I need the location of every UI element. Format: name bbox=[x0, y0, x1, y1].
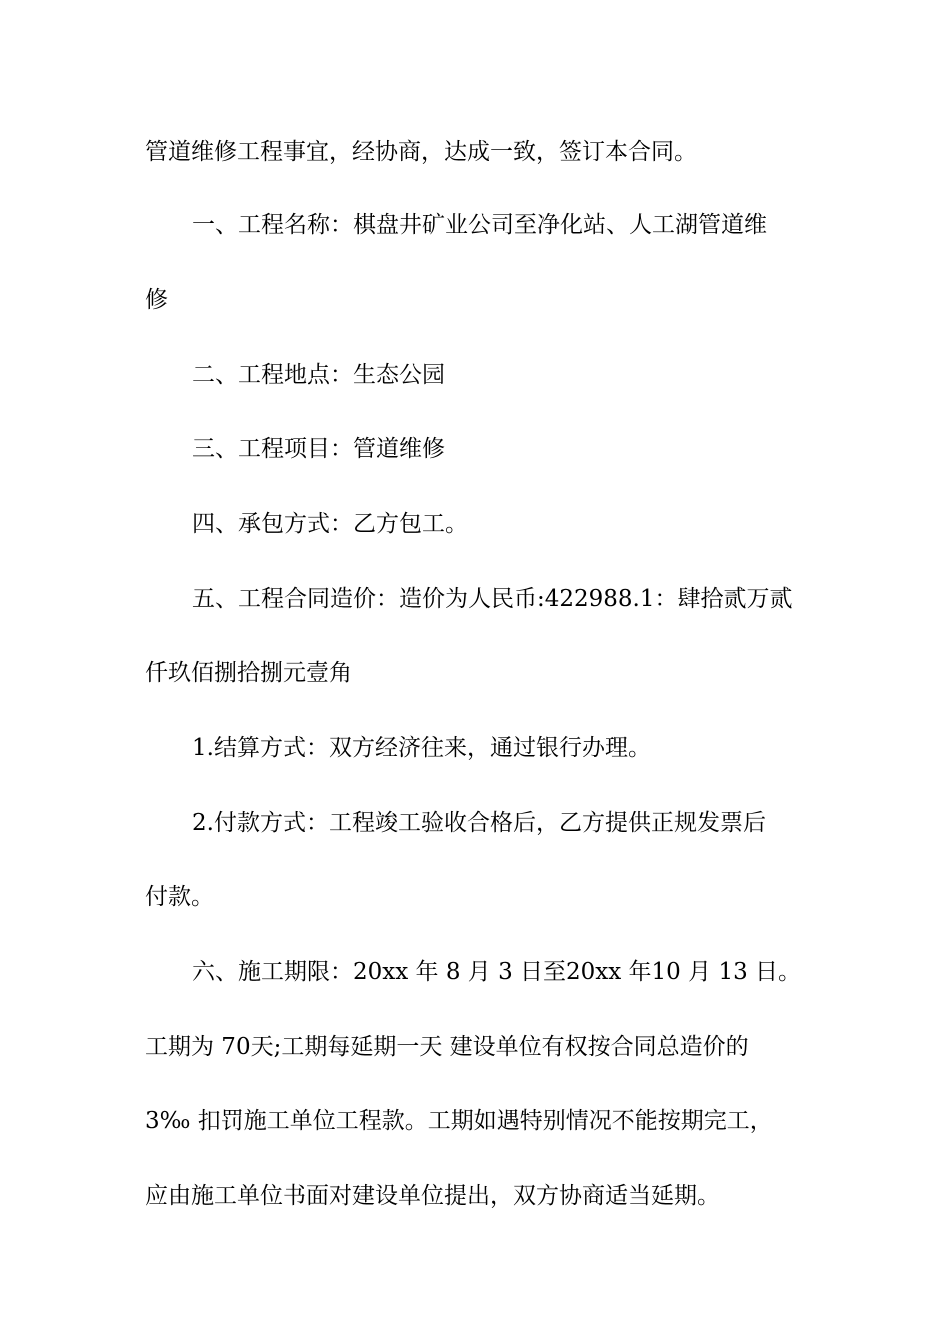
text-line: 应由施工单位书面对建设单位提出，双方协商适当延期。 bbox=[145, 1183, 720, 1209]
text-line: 五、工程合同造价：造价为人民币:422988.1：肆拾贰万贰 bbox=[192, 586, 793, 612]
text-line: 一、工程名称：棋盘井矿业公司至净化站、人工湖管道维 bbox=[192, 212, 767, 238]
text-line: 付款。 bbox=[145, 884, 214, 910]
text-line: 三、工程项目：管道维修 bbox=[192, 436, 445, 462]
text-line: 修 bbox=[145, 287, 168, 313]
text-line: 管道维修工程事宜，经协商，达成一致，签订本合同。 bbox=[145, 139, 697, 165]
text-line: 仟玖佰捌拾捌元壹角 bbox=[145, 660, 352, 686]
text-line: 1.结算方式：双方经济往来，通过银行办理。 bbox=[192, 735, 651, 761]
text-line: 六、施工期限：20xx 年 8 月 3 日至20xx 年10 月 13 日。 bbox=[192, 959, 802, 985]
text-line: 四、承包方式：乙方包工。 bbox=[192, 511, 468, 537]
text-line: 二、工程地点：生态公园 bbox=[192, 362, 445, 388]
text-line: 2.付款方式：工程竣工验收合格后，乙方提供正规发票后 bbox=[192, 810, 766, 836]
text-line: 工期为 70天;工期每延期一天 建设单位有权按合同总造价的 bbox=[145, 1034, 749, 1060]
text-line: 3‰ 扣罚施工单位工程款。工期如遇特别情况不能按期完工， bbox=[145, 1108, 773, 1134]
